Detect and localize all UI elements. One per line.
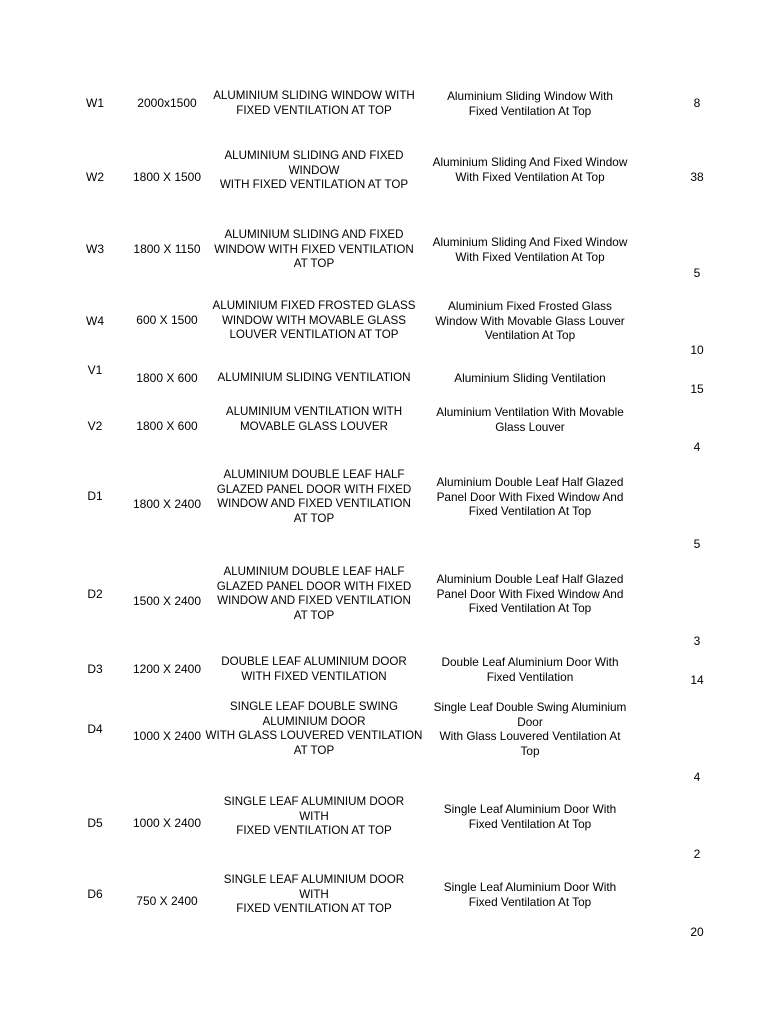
row-code: W3 xyxy=(86,242,104,256)
row-size: 750 X 2400 xyxy=(136,894,198,908)
row-description-upper: SINGLE LEAF ALUMINIUM DOOR WITH FIXED VENTILATION AT TOP xyxy=(223,873,405,916)
row-size: 1500 X 2400 xyxy=(132,594,202,608)
row-code: V2 xyxy=(87,419,103,433)
row-description-upper: ALUMINIUM DOUBLE LEAF HALF GLAZED PANEL DOOR WITH FIXED WINDOW AND FIXED VENTILATION AT TOP xyxy=(216,468,412,525)
row-description-upper: ALUMINIUM FIXED FROSTED GLASS WINDOW WITH MOVABLE GLASS LOUVER VENTILATION AT TOP xyxy=(212,299,416,342)
row-code: V1 xyxy=(87,363,103,377)
row-description-upper: ALUMINIUM SLIDING VENTILATION xyxy=(217,371,411,384)
row-description-title: Double Leaf Aluminium Door With Fixed Ventilation xyxy=(441,655,619,684)
row-description-title: Single Leaf Double Swing Aluminium Door With Glass Louvered Ventilation At Top xyxy=(433,700,627,758)
row-quantity: 10 xyxy=(690,343,704,357)
row-description-title: Single Leaf Aluminium Door With Fixed Ventilation At Top xyxy=(443,802,617,831)
row-description-upper: SINGLE LEAF DOUBLE SWING ALUMINIUM DOOR WITH GLASS LOUVERED VENTILATION AT TOP xyxy=(205,700,423,757)
row-size: 1800 X 2400 xyxy=(132,497,202,511)
row-size: 1800 X 600 xyxy=(136,371,198,385)
row-description-title: Aluminium Sliding And Fixed Window With Fixed Ventilation At Top xyxy=(432,235,628,264)
row-description-upper: DOUBLE LEAF ALUMINIUM DOOR WITH FIXED VENTILATION xyxy=(221,655,407,683)
row-description-title: Aluminium Sliding Ventilation xyxy=(454,371,606,385)
row-quantity: 8 xyxy=(693,96,701,110)
row-quantity: 15 xyxy=(690,382,704,396)
row-quantity: 5 xyxy=(693,537,701,551)
row-description-title: Aluminium Fixed Frosted Glass Window With Movable Glass Louver Ventilation At Top xyxy=(435,299,625,343)
row-description-upper: ALUMINIUM SLIDING AND FIXED WINDOW WITH FIXED VENTILATION AT TOP xyxy=(219,149,409,192)
row-description-title: Aluminium Ventilation With Movable Glass Louver xyxy=(436,405,624,434)
row-description-upper: ALUMINIUM DOUBLE LEAF HALF GLAZED PANEL DOOR WITH FIXED WINDOW AND FIXED VENTILATION AT TOP xyxy=(216,565,412,622)
row-code: D2 xyxy=(87,587,103,601)
row-quantity: 38 xyxy=(690,170,704,184)
row-size: 1000 X 2400 xyxy=(132,816,202,830)
row-code: D1 xyxy=(87,489,103,503)
row-description-upper: ALUMINIUM SLIDING WINDOW WITH FIXED VENTILATION AT TOP xyxy=(213,89,415,117)
row-code: D6 xyxy=(87,887,103,901)
row-code: D5 xyxy=(87,816,103,830)
row-description-upper: SINGLE LEAF ALUMINIUM DOOR WITH FIXED VENTILATION AT TOP xyxy=(223,795,405,838)
row-size: 1200 X 2400 xyxy=(132,662,202,676)
row-description-title: Aluminium Sliding And Fixed Window With Fixed Ventilation At Top xyxy=(432,155,628,184)
row-size: 1800 X 1500 xyxy=(132,170,202,184)
row-quantity: 14 xyxy=(690,673,704,687)
row-description-title: Aluminium Double Leaf Half Glazed Panel Door With Fixed Window And Fixed Ventilation At Top xyxy=(436,475,624,519)
row-code: W1 xyxy=(86,96,104,110)
row-size: 1800 X 600 xyxy=(136,419,198,433)
row-description-upper: ALUMINIUM VENTILATION WITH MOVABLE GLASS LOUVER xyxy=(225,405,403,433)
row-description-title: Aluminium Double Leaf Half Glazed Panel Door With Fixed Window And Fixed Ventilation At Top xyxy=(436,572,624,616)
row-size: 600 X 1500 xyxy=(136,313,198,327)
row-size: 2000x1500 xyxy=(137,96,197,110)
row-code: D3 xyxy=(87,662,103,676)
row-quantity: 4 xyxy=(693,440,701,454)
row-code: D4 xyxy=(87,722,103,736)
row-description-title: Aluminium Sliding Window With Fixed Ventilation At Top xyxy=(447,89,613,118)
row-quantity: 2 xyxy=(693,847,701,861)
row-description-title: Single Leaf Aluminium Door With Fixed Ventilation At Top xyxy=(443,880,617,909)
row-quantity: 5 xyxy=(693,266,701,280)
row-description-upper: ALUMINIUM SLIDING AND FIXED WINDOW WITH FIXED VENTILATION AT TOP xyxy=(214,228,414,271)
row-quantity: 3 xyxy=(693,634,701,648)
row-size: 1800 X 1150 xyxy=(133,242,201,256)
row-quantity: 4 xyxy=(693,770,701,784)
row-code: W4 xyxy=(86,314,104,328)
row-quantity: 20 xyxy=(690,925,704,939)
row-code: W2 xyxy=(86,170,104,184)
row-size: 1000 X 2400 xyxy=(132,729,202,743)
